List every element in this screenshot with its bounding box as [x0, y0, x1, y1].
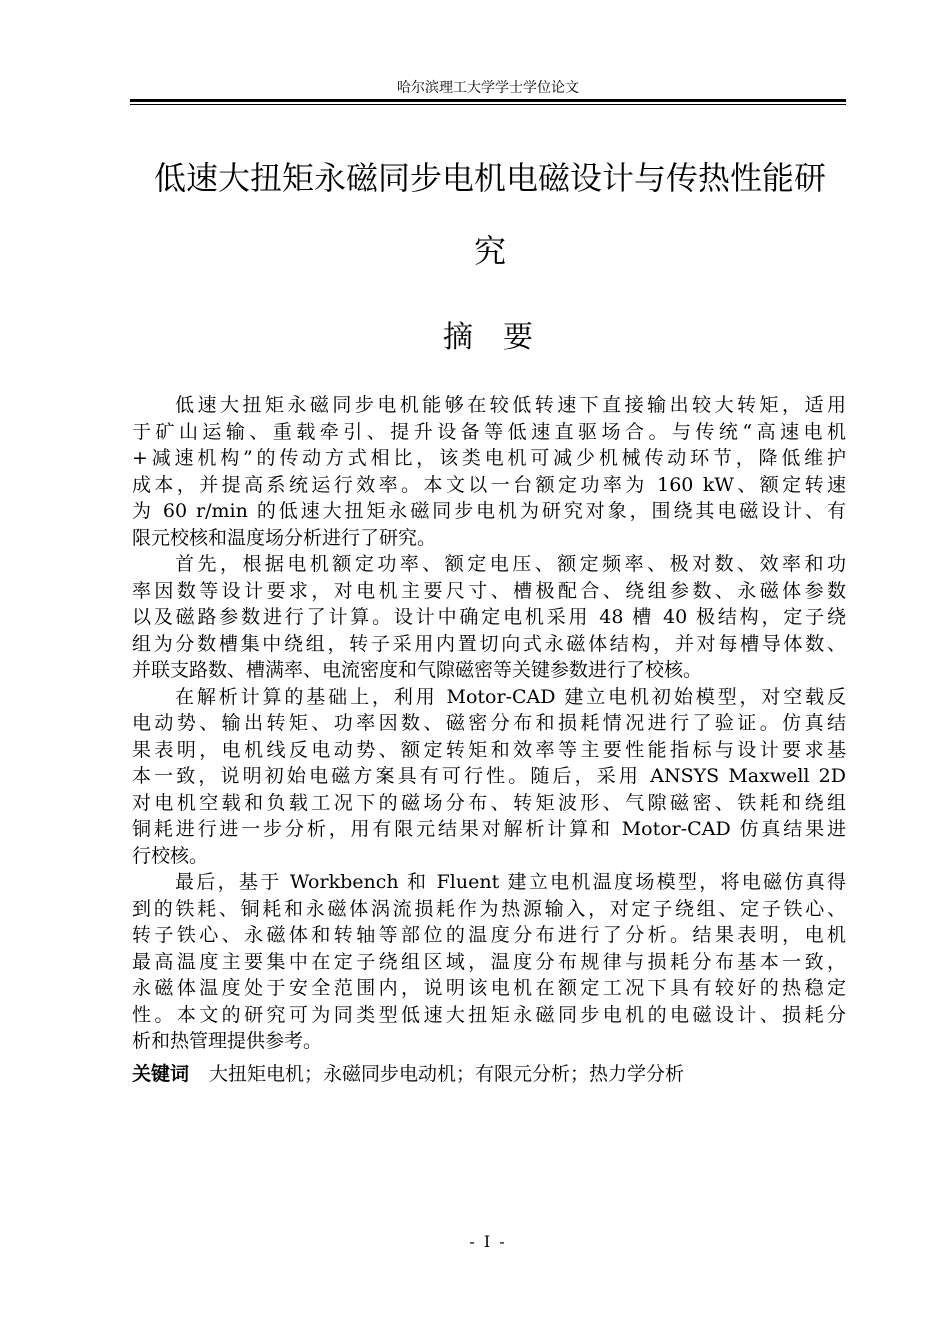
abstract-line: 限元校核和温度场分析进行了研究。: [132, 526, 437, 549]
abstract-line: 果表明，电机线反电动势、额定转矩和效率等主要性能指标与设计要求基: [132, 738, 846, 761]
abstract-line: 最后，基于 Workbench 和 Fluent 建立电机温度场模型，将电磁仿真得: [175, 871, 846, 893]
abstract-line: 于矿山运输、重载牵引、提升设备等低速直驱场合。与传统“高速电机: [132, 420, 846, 443]
abstract-line: 低速大扭矩永磁同步电机能够在较低转速下直接输出较大转矩，适用: [175, 394, 846, 416]
abstract-line: 以及磁路参数进行了计算。设计中确定电机采用 48 槽 40 极结构，定子绕: [132, 606, 846, 628]
thesis-title-line-1: 低速大扭矩永磁同步电机电磁设计与传热性能研: [153, 159, 826, 197]
abstract-line: +减速机构”的传动方式相比，该类电机可减少机械传动环节，降低维护: [132, 447, 846, 469]
abstract-line: 对电机空载和负载工况下的磁场分布、转矩波形、气隙磁密、铁耗和绕组: [132, 791, 846, 814]
abstract-heading: 摘要: [443, 320, 563, 355]
abstract-line: 转子铁心、永磁体和转轴等部位的温度分布进行了分析。结果表明，电机: [132, 924, 846, 946]
abstract-line: 永磁体温度处于安全范围内，说明该电机在额定工况下具有较好的热稳定: [132, 977, 846, 999]
abstract-line: 行校核。: [132, 844, 209, 867]
abstract-line: 成本，并提高系统运行效率。本文以一台额定功率为 160 kW、额定转速: [132, 473, 846, 496]
abstract-line: 本一致，说明初始电磁方案具有可行性。随后，采用 ANSYS Maxwell 2D: [132, 765, 846, 787]
abstract-line: 为 60 r/min 的低速大扭矩永磁同步电机为研究对象，围绕其电磁设计、有: [132, 500, 846, 522]
page-number: - I -: [469, 1232, 507, 1251]
abstract-line: 组为分数槽集中绕组，转子采用内置切向式永磁体结构，并对每槽导体数、: [132, 632, 846, 655]
running-header: 哈尔滨理工大学学士学位论文: [397, 80, 579, 96]
abstract-line: 性。本文的研究可为同类型低速大扭矩永磁同步电机的电磁设计、损耗分: [132, 1003, 846, 1026]
thesis-title-line-2: 究: [473, 232, 506, 270]
abstract-line: 并联支路数、槽满率、电流密度和气隙磁密等关键参数进行了校核。: [132, 659, 703, 681]
abstract-line: 到的铁耗、铜耗和永磁体涡流损耗作为热源输入，对定子绕组、定子铁心、: [132, 897, 846, 920]
abstract-line: 电动势、输出转矩、功率因数、磁密分布和损耗情况进行了验证。仿真结: [132, 712, 846, 734]
abstract-line: 率因数等设计要求，对电机主要尺寸、槽极配合、绕组参数、永磁体参数: [132, 579, 846, 602]
header-rule-thin: [130, 104, 846, 105]
abstract-line: 在解析计算的基础上，利用 Motor-CAD 建立电机初始模型，对空载反: [175, 685, 846, 708]
keywords-line: [132, 1061, 846, 1087]
abstract-line: 最高温度主要集中在定子绕组区域，温度分布规律与损耗分布基本一致，: [132, 950, 846, 973]
header-rule-thick: [130, 99, 846, 102]
abstract-line: 铜耗进行进一步分析，用有限元结果对解析计算和 Motor-CAD 仿真结果进: [132, 818, 846, 840]
abstract-line: 析和热管理提供参考。: [132, 1030, 323, 1052]
abstract-line: 首先，根据电机额定功率、额定电压、额定频率、极对数、效率和功: [175, 553, 846, 575]
keywords-label: 关键词: [132, 1063, 190, 1085]
keywords-text: 大扭矩电机；永磁同步电动机；有限元分析；热力学分析: [209, 1063, 685, 1085]
